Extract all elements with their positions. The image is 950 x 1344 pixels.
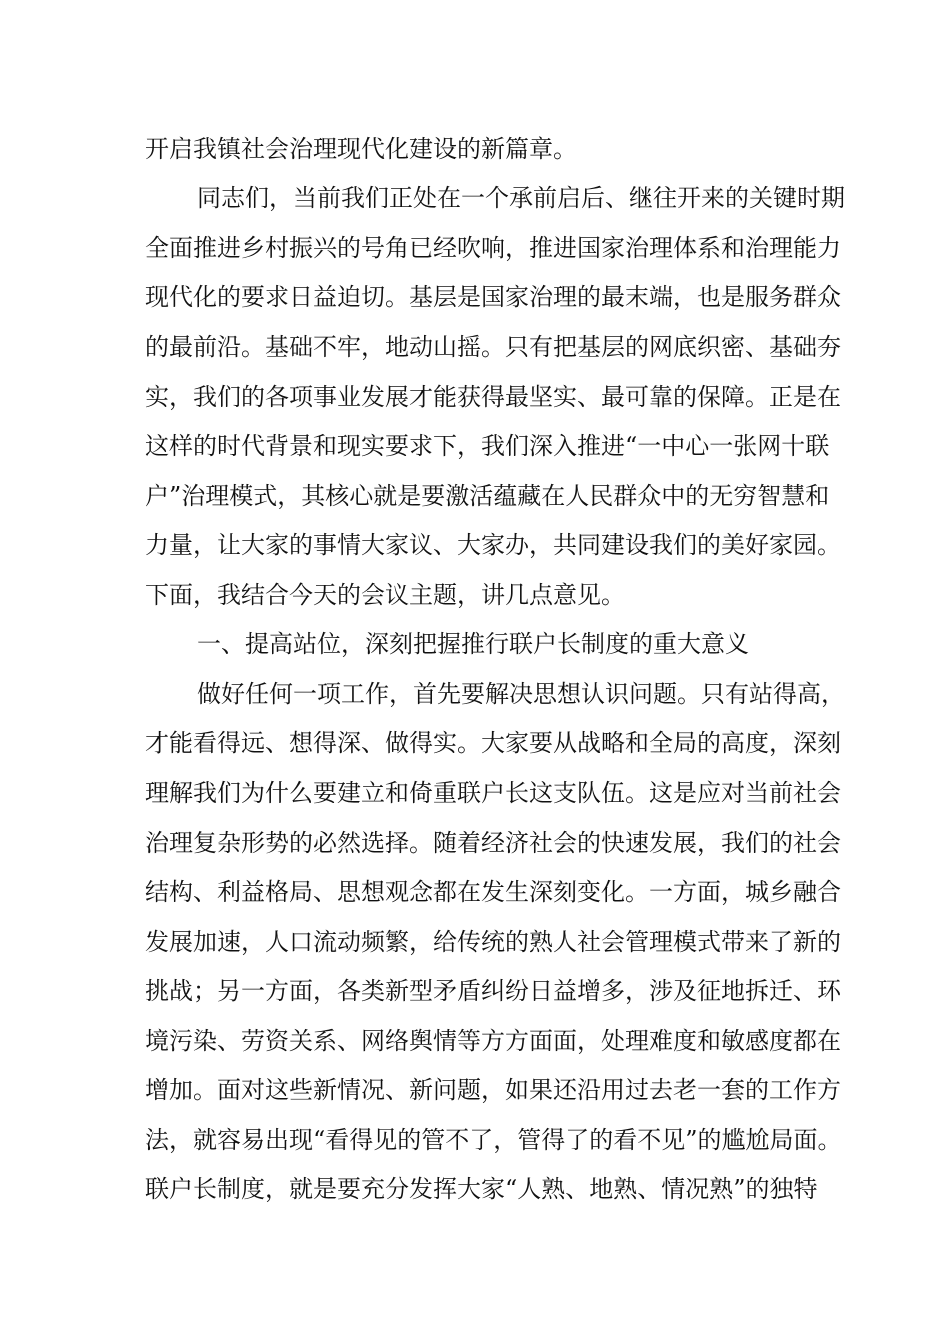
text-line: 的最前沿。基础不牢，地动山摇。只有把基层的网底织密、基础夯 <box>145 333 841 361</box>
text-line: 做好任何一项工作，首先要解决思想认识问题。只有站得高， <box>197 680 845 708</box>
text-line: 下面，我结合今天的会议主题，讲几点意见。 <box>145 581 625 609</box>
text-line: 这样的时代背景和现实要求下，我们深入推进“一中心一张网十联 <box>145 432 830 460</box>
text-line: 才能看得远、想得深、做得实。大家要从战略和全局的高度，深刻 <box>145 729 841 757</box>
text-line: 治理复杂形势的必然选择。随着经济社会的快速发展，我们的社会 <box>145 829 841 857</box>
text-line: 发展加速，人口流动频繁，给传统的熟人社会管理模式带来了新的 <box>145 928 841 956</box>
text-line: 同志们，当前我们正处在一个承前启后、继往开来的关键时期 <box>197 184 845 212</box>
text-line: 现代化的要求日益迫切。基层是国家治理的最末端，也是服务群众 <box>145 283 841 311</box>
section-heading: 一、提高站位，深刻把握推行联户长制度的重大意义 <box>197 630 749 658</box>
text-line: 挑战；另一方面，各类新型矛盾纠纷日益增多，涉及征地拆迁、环 <box>145 977 841 1005</box>
text-line: 理解我们为什么要建立和倚重联户长这支队伍。这是应对当前社会 <box>145 779 841 807</box>
text-line: 增加。面对这些新情况、新问题，如果还沿用过去老一套的工作方 <box>145 1076 841 1104</box>
text-line: 实，我们的各项事业发展才能获得最坚实、最可靠的保障。正是在 <box>145 383 841 411</box>
text-line: 结构、利益格局、思想观念都在发生深刻变化。一方面，城乡融合 <box>145 878 841 906</box>
text-line: 境污染、劳资关系、网络舆情等方方面面，处理难度和敏感度都在 <box>145 1027 841 1055</box>
text-line: 开启我镇社会治理现代化建设的新篇章。 <box>145 135 577 163</box>
text-line: 力量，让大家的事情大家议、大家办，共同建设我们的美好家园。 <box>145 531 841 559</box>
text-line: 全面推进乡村振兴的号角已经吹响，推进国家治理体系和治理能力 <box>145 234 841 262</box>
text-line: 户”治理模式，其核心就是要激活蕴藏在人民群众中的无穷智慧和 <box>145 482 830 510</box>
text-line: 联户长制度，就是要充分发挥大家“人熟、地熟、情况熟”的独特 <box>145 1175 818 1203</box>
text-line: 法，就容易出现“看得见的管不了，管得了的看不见”的尴尬局面。 <box>145 1126 842 1154</box>
